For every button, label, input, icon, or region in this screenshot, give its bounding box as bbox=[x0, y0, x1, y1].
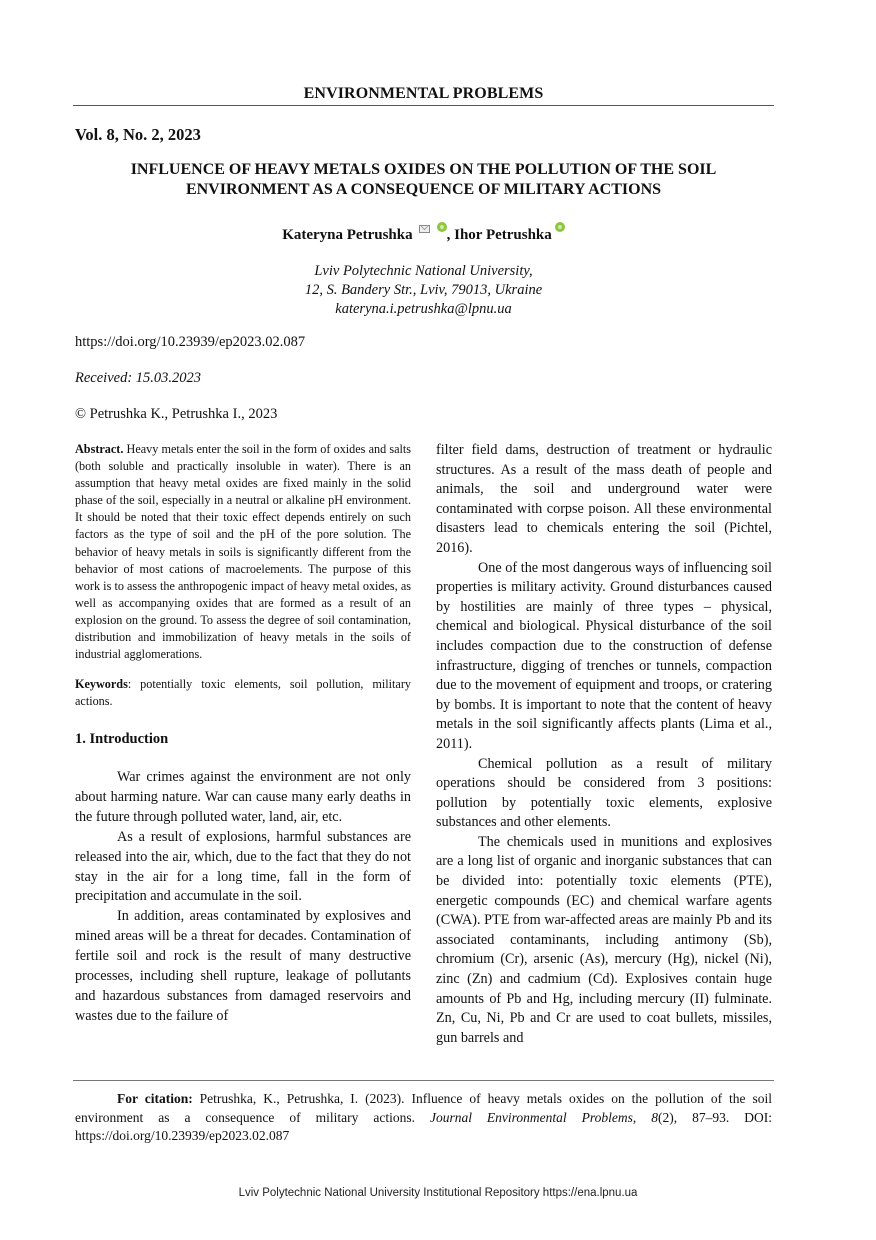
copyright-notice: © Petrushka K., Petrushka I., 2023 bbox=[75, 406, 278, 422]
citation-label: For citation: bbox=[117, 1091, 193, 1106]
citation-text: Petrushka, K., Petrushka, I. (2023). Influence of heavy metals oxides on the pollution of the soil environment as a consequence of military actions. bbox=[75, 1091, 772, 1125]
keywords bbox=[75, 676, 411, 710]
article-title bbox=[73, 160, 774, 200]
citation-journal: Journal Environmental Problems bbox=[429, 1109, 633, 1125]
paragraph: Chemical pollution as a result of military operations should be considered from 3 positions: pollution by potentially toxic elements, explosive substances and other elements. bbox=[436, 755, 772, 831]
citation-block bbox=[75, 1090, 772, 1146]
orcid-icon[interactable] bbox=[555, 222, 565, 232]
abstract-label: Abstract. bbox=[75, 442, 124, 456]
paragraph: In addition, areas contaminated by explosives and mined areas will be a threat for decades. Contamination of fertile soil and rock is the result of many destructive processes, including shell rupture, leakage of pollutants and hazardous substances from damaged reservoirs and wastes due to the failure of bbox=[75, 908, 411, 1024]
paragraph: As a result of explosions, harmful substances are released into the air, which, due to the fact that they do not stay in the air for a long time, fall in the form of precipitation and accumulate in the soil. bbox=[75, 828, 411, 905]
affiliation-institution: Lviv Polytechnic National University, bbox=[314, 263, 533, 279]
author-separator: , bbox=[446, 227, 455, 243]
affiliation-address: 12, S. Bandery Str., Lviv, 79013, Ukraine bbox=[304, 282, 543, 298]
keywords-text: : potentially toxic elements, soil pollution, military actions. bbox=[75, 677, 411, 709]
repository-footer[interactable]: Lviv Polytechnic National University Institutional Repository https://ena.lpnu.ua bbox=[238, 1187, 638, 1199]
paragraph: War crimes against the environment are not only about harming nature. War can cause many early deaths in the future through polluted water, land, air, etc. bbox=[75, 769, 411, 825]
author-name[interactable]: Kateryna Petrushka bbox=[282, 227, 413, 243]
keywords-label: Keywords bbox=[75, 677, 128, 691]
orcid-icon[interactable] bbox=[437, 222, 447, 232]
paragraph: One of the most dangerous ways of influencing soil properties is military activity. Ground disturbances caused by hostilities are mainly of three types – physical, chemical and biological. Physical disturbance of the soil includes compaction due to the construction of defense infrastructure, digging of trenches or tunnels, compaction due to the movement of equipment and troops, or cratering by bombs. It is important to note that the content of heavy metals in the soil significantly affects plants (Lima et al., 2011). bbox=[436, 559, 772, 752]
section-heading: 1. Introduction bbox=[75, 731, 169, 747]
article-title-line-2: ENVIRONMENT AS A CONSEQUENCE OF MILITARY ACTIONS bbox=[185, 181, 662, 198]
article-title-line-1: INFLUENCE OF HEAVY METALS OXIDES ON THE POLLUTION OF THE SOIL bbox=[130, 161, 717, 178]
affiliation-email[interactable]: kateryna.i.petrushka@lpnu.ua bbox=[335, 301, 512, 317]
citation-text: , bbox=[632, 1109, 652, 1125]
received-date: Received: 15.03.2023 bbox=[75, 370, 202, 386]
volume-info: Vol. 8, No. 2, 2023 bbox=[75, 125, 201, 144]
citation-doi[interactable]: (2), 87–93. DOI: https://doi.org/10.23939/ep2023.02.087 bbox=[75, 1109, 772, 1143]
paragraph: The chemicals used in munitions and explosives are a long list of organic and inorganic substances that can be divided into: potentially toxic elements (PTE), energetic compounds (EC) and chemical warfare agents (CWA). PTE from war-affected areas are mainly Pb and its associated contaminants, including antimony (Sb), chromium (Cr), arsenic (As), mercury (Hg), nickel (Ni), zinc (Zn) and cadmium (Cd). Explosives contain huge amounts of Pb and Hg, including mercury (II) fulminate. Zn, Cu, Ni, Pb and Cr are used to coat bullets, missiles, gun barrels and bbox=[436, 833, 772, 1046]
intro-left-column bbox=[75, 768, 411, 1027]
intro-right-column bbox=[436, 441, 772, 1048]
paragraph-continuation: filter field dams, destruction of treatment or hydraulic structures. As a result of the mass death of people and animals, the soil and underground water were contaminated with corpse poison. All these environmental disasters lead to chemicals entering the soil (Pichtel, 2016). bbox=[436, 442, 772, 556]
author-name[interactable]: Ihor Petrushka bbox=[454, 227, 552, 243]
affiliation bbox=[73, 262, 774, 319]
header-divider bbox=[73, 105, 774, 106]
abstract bbox=[75, 441, 411, 663]
author-list bbox=[73, 227, 774, 244]
footnote-divider bbox=[73, 1080, 774, 1081]
citation-volume: 8 bbox=[651, 1109, 659, 1125]
mail-icon[interactable] bbox=[419, 225, 430, 233]
abstract-text: Heavy metals enter the soil in the form of oxides and salts (both soluble and practically insoluble in water). There is an assumption that heavy metal oxides are fixed mainly in the solid phase of the soil, especially in a neutral or alkaline pH environment. It should be noted that their toxic effect depends entirely on such factors as the type of soil and the pH of the pore solution. The behavior of heavy metals in soils is significantly different from the behavior of most cations of macroelements. The purpose of this work is to assess the anthropogenic impact of heavy metal oxides, as well as accompanying oxides that are formed as a result of an explosion on the ground. To assess the degree of soil contamination, distribution and immobilization of heavy metals in the soils of industrial agglomerations. bbox=[75, 442, 411, 662]
doi-link[interactable]: https://doi.org/10.23939/ep2023.02.087 bbox=[75, 334, 306, 350]
journal-name: ENVIRONMENTAL PROBLEMS bbox=[303, 85, 544, 102]
